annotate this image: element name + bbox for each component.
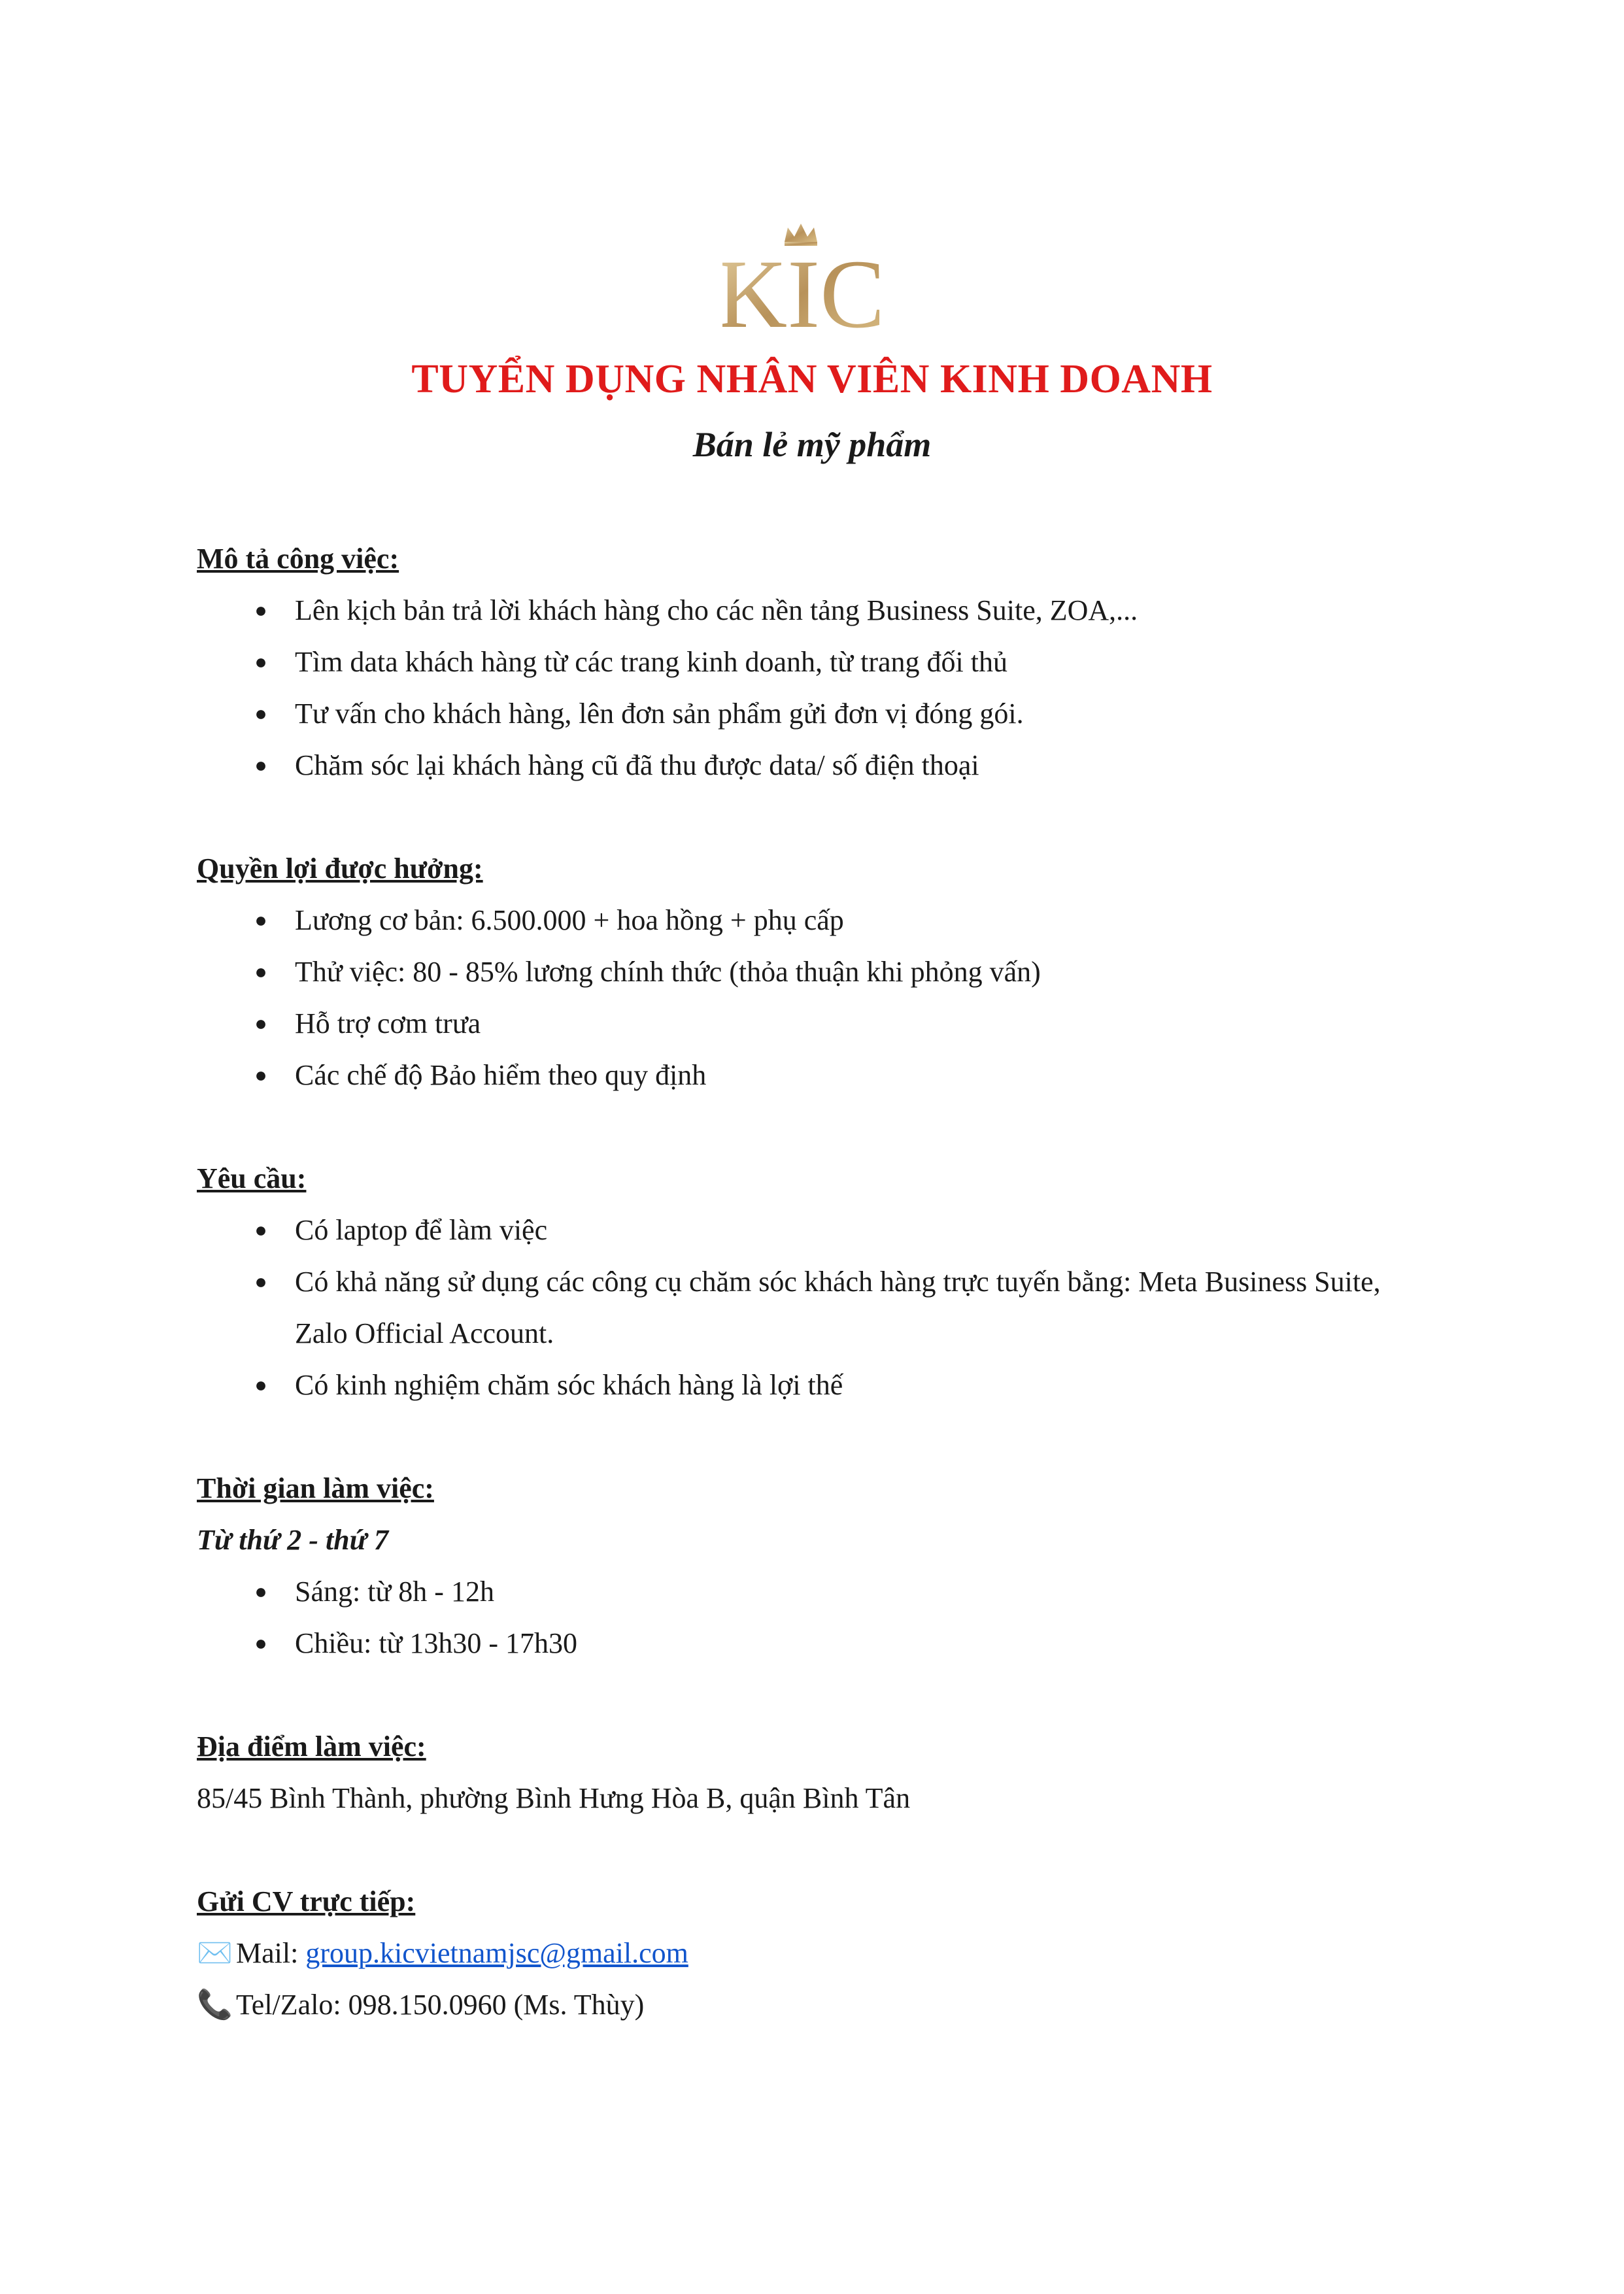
- mail-label: Mail:: [236, 1937, 299, 1969]
- bullet-list: [197, 894, 1439, 1101]
- bullet-icon: ●: [254, 1063, 267, 1087]
- bullet-icon: ●: [254, 1270, 267, 1293]
- working-time-section: [197, 1462, 1439, 1669]
- bullet-icon: ●: [254, 753, 267, 777]
- document-body: [197, 533, 1439, 2082]
- list-item: ● Có kinh nghiệm chăm sóc khách hàng là lợi thế: [197, 1359, 1439, 1411]
- list-item: ● Sáng: từ 8h - 12h: [197, 1566, 1439, 1617]
- bullet-icon: ●: [254, 908, 267, 932]
- job-description-section: [197, 533, 1439, 791]
- section-heading: Thời gian làm việc:: [197, 1472, 434, 1504]
- bullet-icon: ●: [254, 1579, 267, 1603]
- list-item: ● Thử việc: 80 - 85% lương chính thức (thỏa thuận khi phỏng vấn): [197, 946, 1439, 998]
- page-title: TUYỂN DỤNG NHÂN VIÊN KINH DOANH: [411, 357, 1213, 401]
- bullet-list: [197, 1204, 1439, 1411]
- bullet-icon: ●: [254, 701, 267, 725]
- list-item: ● Lên kịch bản trả lời khách hàng cho các nền tảng Business Suite, ZOA,...: [197, 584, 1439, 636]
- section-heading: Quyền lợi được hưởng:: [197, 852, 483, 885]
- svg-text:KIC: KIC: [722, 240, 879, 340]
- list-item: ● Có khả năng sử dụng các công cụ chăm sóc khách hàng trực tuyến bằng: Meta Business Suite, Zalo Official Account.: [197, 1256, 1439, 1359]
- bullet-icon: ●: [254, 960, 267, 983]
- list-item: ● Chiều: từ 13h30 - 17h30: [197, 1617, 1439, 1669]
- bullet-icon: ●: [254, 1218, 267, 1241]
- crown-logo-icon: [722, 222, 879, 340]
- mail-line: [197, 1927, 1439, 1979]
- bullet-list: [197, 1566, 1439, 1669]
- contact-section: [197, 1876, 1439, 2031]
- location-section: [197, 1721, 1439, 1824]
- bullet-icon: ●: [254, 1373, 267, 1396]
- kic-logo: [722, 222, 879, 340]
- phone-number: 098.150.0960 (Ms. Thùy): [348, 1989, 645, 2021]
- envelope-icon: ✉️: [197, 1937, 233, 1969]
- list-item: ● Tư vấn cho khách hàng, lên đơn sản phẩm gửi đơn vị đóng gói.: [197, 688, 1439, 739]
- list-item: ● Chăm sóc lại khách hàng cũ đã thu được data/ số điện thoại: [197, 739, 1439, 791]
- bullet-list: [197, 584, 1439, 791]
- bullet-icon: ●: [254, 598, 267, 622]
- section-heading: Yêu cầu:: [197, 1162, 307, 1194]
- list-item: ● Lương cơ bản: 6.500.000 + hoa hồng + phụ cấp: [197, 894, 1439, 946]
- list-item: ● Các chế độ Bảo hiểm theo quy định: [197, 1049, 1439, 1101]
- section-heading: Địa điểm làm việc:: [197, 1730, 426, 1763]
- bullet-icon: ●: [254, 1631, 267, 1655]
- page-subtitle: Bán lẻ mỹ phẩm: [692, 425, 932, 464]
- requirements-section: [197, 1153, 1439, 1411]
- benefits-section: [197, 843, 1439, 1101]
- list-item: ● Tìm data khách hàng từ các trang kinh doanh, từ trang đối thủ: [197, 636, 1439, 688]
- section-heading: Gửi CV trực tiếp:: [197, 1885, 416, 1917]
- list-item: ● Có laptop để làm việc: [197, 1204, 1439, 1256]
- phone-label: Tel/Zalo:: [236, 1989, 341, 2021]
- bullet-icon: ●: [254, 1011, 267, 1035]
- email-link[interactable]: group.kicvietnamjsc@gmail.com: [305, 1937, 688, 1969]
- address-text: 85/45 Bình Thành, phường Bình Hưng Hòa B, quận Bình Tân: [197, 1782, 911, 1814]
- section-heading: Mô tả công việc:: [197, 543, 399, 575]
- bullet-icon: ●: [254, 650, 267, 673]
- phone-icon: 📞: [197, 1989, 233, 2021]
- list-item: ● Hỗ trợ cơm trưa: [197, 998, 1439, 1049]
- phone-line: [197, 1979, 1439, 2031]
- working-days: Từ thứ 2 - thứ 7: [197, 1524, 389, 1556]
